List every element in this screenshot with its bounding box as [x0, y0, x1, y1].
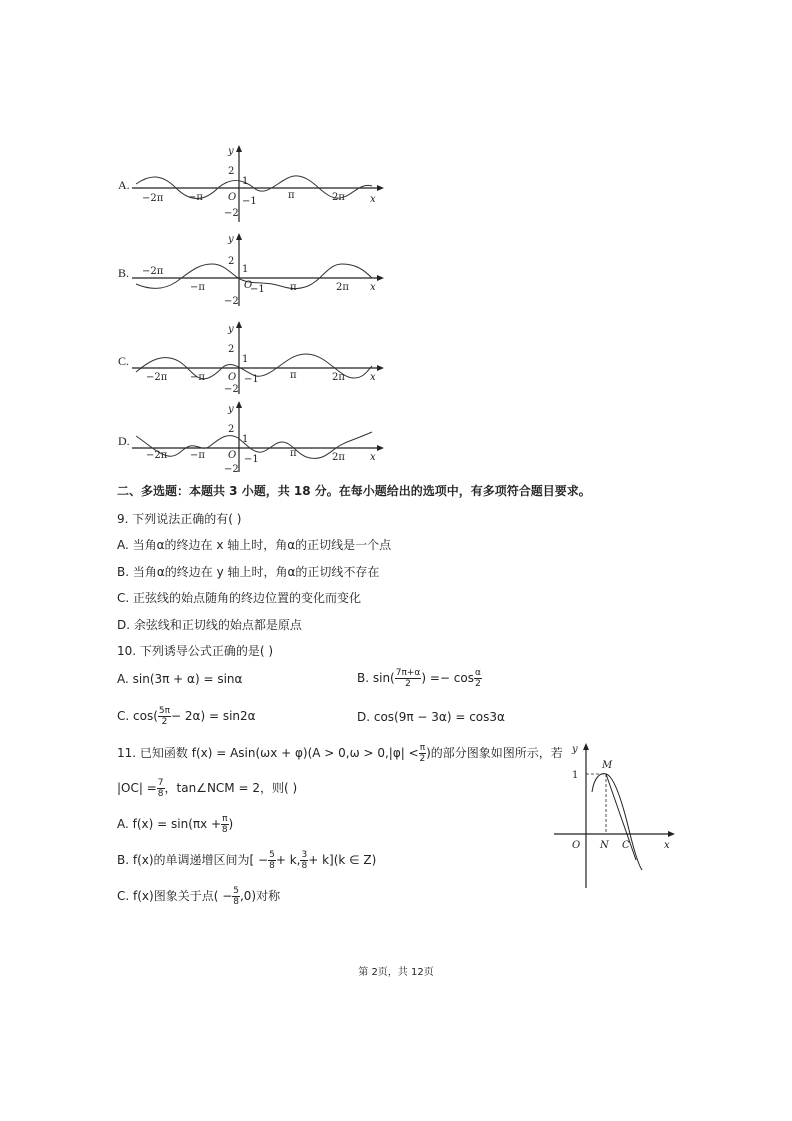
graph-option-a — [116, 146, 396, 226]
numerator: π — [419, 743, 426, 753]
origin-label: O — [244, 280, 253, 291]
fraction — [395, 668, 422, 689]
tick-y2: 2 — [228, 166, 235, 177]
sine-graph-b — [132, 234, 382, 314]
tick-x2pi: 2π — [332, 452, 345, 463]
q10-stem: 10. 下列诱导公式正确的是( ) — [117, 644, 274, 658]
denominator: 8 — [157, 789, 164, 799]
sine-graph-a — [132, 146, 382, 226]
tick-xmpi: −π — [190, 372, 205, 383]
origin-label: O — [228, 192, 237, 203]
option-letter: B. — [118, 266, 130, 280]
q11-line2-pre: |OC| = — [117, 781, 157, 795]
denominator: 2 — [405, 679, 411, 689]
section-heading: 二、多选题：本题共 3 小题，共 18 分。在每小题给出的选项中，有多项符合题目要求。 — [117, 484, 591, 498]
q11-option-c — [117, 886, 280, 907]
point-m-label: M — [602, 760, 613, 771]
tick-ym2: −2 — [224, 296, 239, 307]
q9-option-a: A. 当角α的终边在 x 轴上时，角α的正切线是一个点 — [117, 538, 392, 552]
q11-c-pre: C. f(x)图象关于点( − — [117, 889, 233, 903]
q11-figure — [550, 740, 680, 890]
denominator: 8 — [269, 861, 275, 871]
numerator: 5π — [158, 706, 171, 716]
x-axis-label: x — [370, 194, 376, 205]
q9-option-d: D. 余弦线和正切线的始点都是原点 — [117, 618, 302, 632]
denominator: 8 — [301, 861, 308, 871]
q10-b-mid: ) =− cos — [421, 671, 474, 685]
tick-x2pi: 2π — [336, 282, 349, 293]
tick-y2: 2 — [228, 256, 235, 267]
option-letter: C. — [118, 354, 130, 368]
fraction — [221, 814, 228, 835]
origin-label: O — [228, 372, 237, 383]
sine-graph-d — [132, 402, 382, 482]
point-n-label: N — [600, 840, 609, 851]
numerator: π — [222, 814, 228, 824]
q11-stem-pre: 11. 已知函数 f(x) = Asin(ωx + φ)(A > 0,ω > 0,|φ| < — [117, 746, 419, 760]
q11-a-post: ) — [228, 817, 234, 831]
tick-ym2: −2 — [224, 384, 239, 395]
origin-label: O — [572, 840, 581, 851]
option-letter: D. — [118, 434, 130, 448]
tick-xmpi: −π — [188, 192, 203, 203]
numerator: 7π+α — [395, 668, 421, 678]
fraction — [232, 886, 240, 907]
tick-y1: 1 — [242, 434, 249, 445]
q10-option-d: D. cos(9π − 3α) = cos3α — [357, 710, 505, 724]
y-axis-label: y — [228, 234, 234, 245]
tick-xm2pi: −2π — [142, 193, 164, 204]
tick-xpi: π — [290, 370, 297, 381]
tick-ym1: −1 — [250, 284, 265, 295]
tick-ym2: −2 — [224, 464, 239, 475]
q9-stem: 9. 下列说法正确的有( ) — [117, 512, 242, 526]
graph-option-d — [116, 402, 396, 482]
tick-one: 1 — [572, 770, 579, 781]
y-axis-label: y — [228, 404, 234, 415]
numerator: 3 — [301, 850, 308, 860]
q11-c-post: ,0)对称 — [239, 889, 281, 903]
q10-option-b — [357, 668, 482, 689]
q10-c-pre: C. cos( — [117, 709, 158, 723]
x-axis-label: x — [664, 840, 670, 851]
tick-ym1: −1 — [244, 374, 259, 385]
numerator: 5 — [233, 886, 239, 896]
x-axis-label: x — [370, 452, 376, 463]
tick-xpi: π — [290, 282, 297, 293]
graph-option-b — [116, 234, 396, 314]
q11-b-mid: + k, — [275, 853, 301, 867]
fraction — [157, 778, 165, 799]
y-axis-label: y — [228, 146, 234, 157]
denominator: 8 — [221, 825, 228, 835]
fraction — [268, 850, 276, 871]
tick-ym2: −2 — [224, 208, 239, 219]
x-axis-label: x — [370, 372, 376, 383]
q11-line2 — [117, 778, 297, 799]
q11-line2-post: ，tan∠NCM = 2，则( ) — [164, 781, 298, 795]
fraction — [419, 743, 426, 764]
origin-label: O — [228, 450, 237, 461]
q11-a-pre: A. f(x) = sin(πx + — [117, 817, 222, 831]
tick-ym1: −1 — [244, 454, 259, 465]
q11-option-a — [117, 814, 233, 835]
denominator: 2 — [419, 754, 426, 764]
point-c-label: C — [622, 840, 630, 851]
q11-stem-post: )的部分图象如图所示，若 — [426, 746, 563, 760]
tick-xmpi: −π — [190, 450, 205, 461]
denominator: 2 — [475, 679, 481, 689]
tick-xpi: π — [290, 448, 297, 459]
q11-option-b — [117, 850, 376, 871]
tick-xm2pi: −2π — [146, 372, 168, 383]
tick-xm2pi: −2π — [146, 450, 168, 461]
page-footer: 第 2页，共 12页 — [358, 967, 434, 978]
tick-y1: 1 — [242, 354, 249, 365]
tick-y2: 2 — [228, 424, 235, 435]
denominator: 2 — [161, 717, 168, 727]
y-axis-label: y — [572, 744, 578, 755]
tick-xm2pi: −2π — [142, 266, 164, 277]
tick-y1: 1 — [242, 264, 249, 275]
denominator: 8 — [233, 897, 239, 907]
q11-b-post: + k](k ∈ Z) — [308, 853, 377, 867]
sine-graph-c — [132, 322, 382, 402]
q10-option-c — [117, 706, 256, 727]
graph-option-c — [116, 322, 396, 402]
q10-b-pre: B. sin( — [357, 671, 395, 685]
tick-x2pi: 2π — [332, 192, 345, 203]
fraction — [158, 706, 171, 727]
tick-x2pi: 2π — [332, 372, 345, 383]
numerator: 5 — [269, 850, 275, 860]
q9-option-c: C. 正弦线的始点随角的终边位置的变化而变化 — [117, 591, 362, 605]
fraction — [474, 668, 482, 689]
tick-y2: 2 — [228, 344, 235, 355]
tick-xpi: π — [288, 190, 295, 201]
numerator: 7 — [157, 778, 164, 788]
tick-xmpi: −π — [190, 282, 205, 293]
numerator: α — [474, 668, 481, 678]
y-axis-label: y — [228, 324, 234, 335]
q10-option-a: A. sin(3π + α) = sinα — [117, 672, 243, 686]
tick-y1: 1 — [242, 176, 249, 187]
x-axis-label: x — [370, 282, 376, 293]
q11-b-pre: B. f(x)的单调递增区间为[ − — [117, 853, 269, 867]
q11-stem — [117, 743, 563, 764]
tick-ym1: −1 — [242, 196, 257, 207]
q9-option-b: B. 当角α的终边在 y 轴上时，角α的正切线不存在 — [117, 565, 380, 579]
q10-c-post: − 2α) = sin2α — [171, 709, 256, 723]
option-letter: A. — [118, 178, 130, 192]
